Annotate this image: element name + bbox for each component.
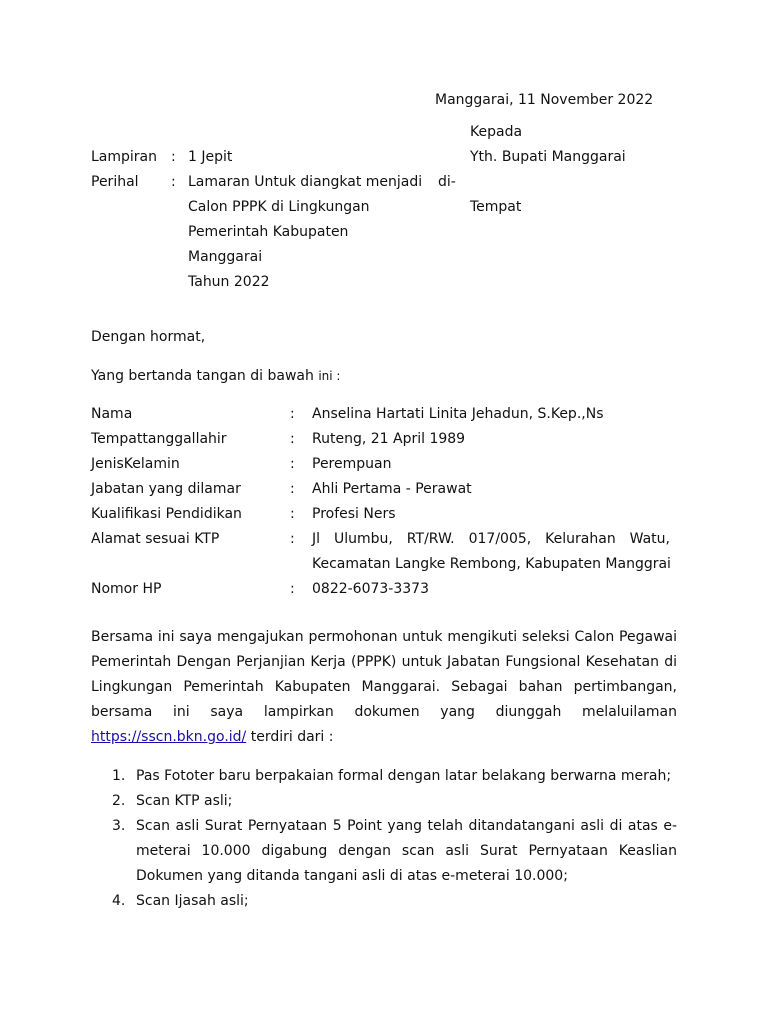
list-number: 2. — [112, 793, 126, 809]
list-number: 4. — [112, 893, 126, 909]
list-item: Pas Fototer baru berpakaian formal dengan latar belakang berwarna merah; — [136, 768, 672, 784]
body-line: Pemerintah Dengan Perjanjian Kerja (PPPK) untuk Jabatan Fungsional Kesehatan di — [91, 654, 677, 670]
field-value-ttl: Ruteng, 21 April 1989 — [312, 431, 466, 447]
list-item: Scan KTP asli; — [136, 793, 233, 809]
perihal-line: Manggarai — [188, 249, 263, 265]
field-colon: : — [290, 531, 295, 547]
field-colon: : — [290, 506, 295, 522]
intro — [91, 364, 340, 389]
field-label-jabatan: Jabatan yang dilamar — [91, 481, 241, 497]
field-value-jabatan: Ahli Pertama - Perawat — [312, 481, 472, 497]
list-item-line: Scan asli Surat Pernyataan 5 Point yang telah ditandatangani asli di atas e- — [136, 818, 677, 834]
field-colon: : — [290, 481, 295, 497]
body-line: bersama ini saya lampirkan dokumen yang diunggah melaluilaman — [91, 704, 677, 720]
body-line: Lingkungan Pemerintah Kabupaten Manggarai. Sebagai bahan pertimbangan, — [91, 679, 677, 695]
list-item: Scan Ijasah asli; — [136, 893, 249, 909]
field-value-nama: Anselina Hartati Linita Jehadun, S.Kep.,Ns — [312, 406, 604, 422]
body-last-line — [91, 725, 333, 750]
field-value-hp: 0822-6073-3373 — [312, 581, 429, 597]
field-label-hp: Nomor HP — [91, 581, 162, 597]
field-colon: : — [290, 406, 295, 422]
list-number: 3. — [112, 818, 126, 834]
lampiran-value: 1 Jepit — [188, 149, 233, 165]
field-colon: : — [290, 431, 295, 447]
perihal-colon: : — [171, 174, 176, 190]
to-label: Kepada — [470, 124, 523, 140]
list-item-line: Dokumen yang ditanda tangani asli di atas e-meterai 10.000; — [136, 868, 568, 884]
intro-small-text: ini : — [318, 369, 341, 383]
field-value-gender: Perempuan — [312, 456, 392, 472]
list-item-line: meterai 10.000 digabung dengan scan asli Surat Pernyataan Keaslian — [136, 843, 677, 859]
field-label-ttl: Tempattanggallahir — [91, 431, 227, 447]
body-line: Bersama ini saya mengajukan permohonan untuk mengikuti seleksi Calon Pegawai — [91, 629, 677, 645]
field-colon: : — [290, 581, 295, 597]
field-colon: : — [290, 456, 295, 472]
field-value-alamat-line: Jl Ulumbu, RT/RW. 017/005, Kelurahan Watu, — [312, 531, 670, 547]
link-suffix: terdiri dari : — [246, 729, 334, 745]
lampiran-label: Lampiran — [91, 149, 158, 165]
field-label-nama: Nama — [91, 406, 133, 422]
perihal-line: Pemerintah Kabupaten — [188, 224, 349, 240]
intro-text: Yang bertanda tangan di bawah — [91, 368, 314, 384]
perihal-line: Lamaran Untuk diangkat menjadi — [188, 174, 423, 190]
perihal-line: Calon PPPK di Lingkungan — [188, 199, 370, 215]
field-label-alamat: Alamat sesuai KTP — [91, 531, 220, 547]
lampiran-colon: : — [171, 149, 176, 165]
perihal-line: Tahun 2022 — [188, 274, 270, 290]
greeting: Dengan hormat, — [91, 329, 206, 345]
perihal-label: Perihal — [91, 174, 139, 190]
list-number: 1. — [112, 768, 126, 784]
field-value-pendidikan: Profesi Ners — [312, 506, 396, 522]
field-value-alamat-line: Kecamatan Langke Rembong, Kabupaten Manggrai — [312, 556, 671, 572]
field-label-gender: JenisKelamin — [91, 456, 180, 472]
field-label-pendidikan: Kualifikasi Pendidikan — [91, 506, 242, 522]
sscn-link[interactable]: https://sscn.bkn.go.id/ — [91, 729, 247, 745]
location: Tempat — [470, 199, 522, 215]
di-label: di- — [438, 174, 456, 190]
recipient: Yth. Bupati Manggarai — [470, 149, 626, 165]
place-date: Manggarai, 11 November 2022 — [435, 92, 654, 108]
